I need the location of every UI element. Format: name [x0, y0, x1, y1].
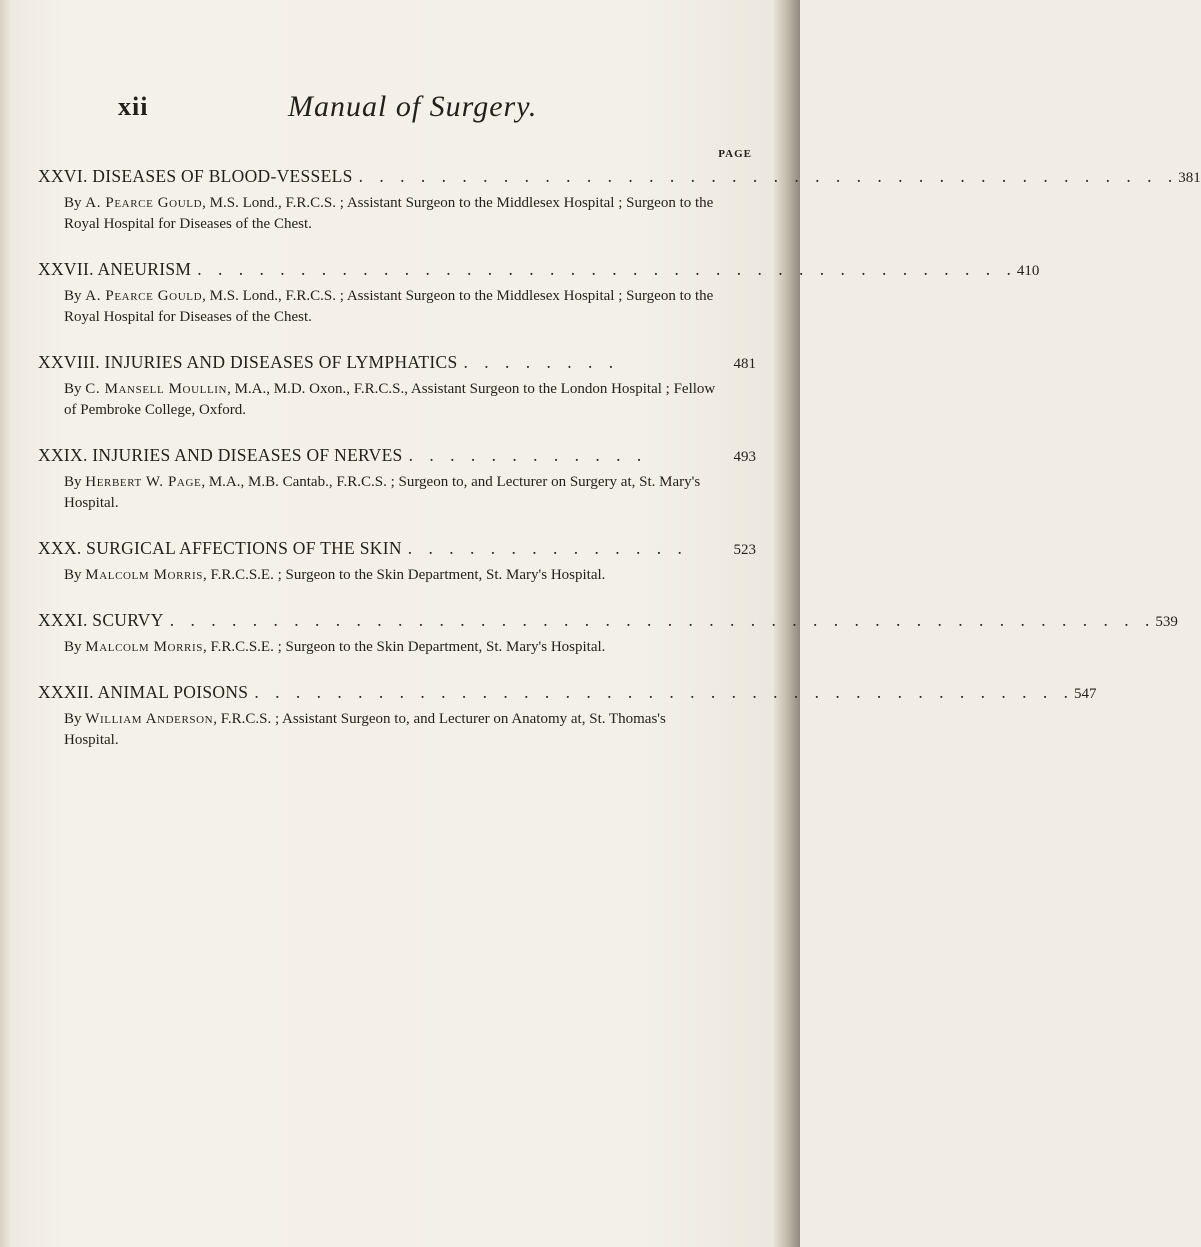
- author-credentials: , F.R.C.S.E. ; Surgeon to the Skin Department, St. Mary's Hospital.: [202, 567, 606, 583]
- running-header: [118, 92, 678, 132]
- toc-heading-row: [38, 350, 756, 374]
- chapter-heading: XXXI. SCURVY: [38, 610, 164, 630]
- author-name: A. Pearce Gould: [85, 288, 203, 304]
- toc-entry: [38, 536, 756, 586]
- by-word: By: [64, 288, 82, 304]
- author-name: Malcolm Morris: [85, 567, 203, 583]
- dot-leader: . . . . . . . .: [463, 352, 620, 372]
- author-credentials: , M.A., M.D. Oxon., F.R.C.S., Assistant Surgeon to the London Hospital ; Fellow of Pembroke College, Oxford.: [64, 381, 716, 418]
- author-credentials: , F.R.C.S.E. ; Surgeon to the Skin Department, St. Mary's Hospital.: [202, 639, 606, 655]
- dot-leader: . . . . . . . . . . . .: [408, 445, 648, 465]
- toc-entry: [38, 680, 1097, 751]
- author-credentials: , F.R.C.S. ; Assistant Surgeon to, and Lecturer on Anatomy at, St. Thomas's Hospital.: [64, 711, 666, 748]
- running-title: Manual of Surgery.: [288, 90, 538, 123]
- author-credit: [64, 709, 724, 751]
- author-name: C. Mansell Moullin: [85, 381, 228, 397]
- toc-heading-row: [38, 443, 756, 467]
- chapter-heading: XXVI. DISEASES OF BLOOD-VESSELS: [38, 166, 353, 186]
- page-number: 481: [733, 356, 756, 372]
- by-word: By: [64, 474, 82, 490]
- by-word: By: [64, 639, 82, 655]
- page-number: 547: [1073, 686, 1097, 702]
- dot-leader: . . . . . . . . . . . . . . . . . . . . . . . . . . . . . . . . . . . . . . . . . . . . . . . .: [169, 610, 1156, 630]
- page-number: 493: [733, 449, 756, 465]
- chapter-heading: XXVIII. INJURIES AND DISEASES OF LYMPHATICS: [38, 352, 458, 372]
- dot-leader: . . . . . . . . . . . . . . . . . . . . . . . . . . . . . . . . . . . . . . . .: [254, 682, 1074, 702]
- author-name: William Anderson: [85, 711, 214, 727]
- chapter-heading: XXX. SURGICAL AFFECTIONS OF THE SKIN: [38, 538, 402, 558]
- page-number: 381: [1178, 170, 1201, 186]
- chapter-heading: XXXII. ANIMAL POISONS: [38, 682, 249, 702]
- toc-entry: [38, 164, 1201, 235]
- by-word: By: [64, 567, 82, 583]
- toc-entry: [38, 608, 1178, 658]
- chapter-heading: XXVII. ANEURISM: [38, 259, 192, 279]
- author-name: A. Pearce Gould: [85, 195, 203, 211]
- page-folio: xii: [118, 92, 149, 121]
- author-credit: [64, 637, 724, 658]
- author-credentials: , M.A., M.B. Cantab., F.R.C.S. ; Surgeon to, and Lecturer on Surgery at, St. Mary's Hospital.: [64, 474, 701, 511]
- by-word: By: [64, 195, 82, 211]
- dot-leader: . . . . . . . . . . . . . . . . . . . . . . . . . . . . . . . . . . . . . . . .: [197, 259, 1017, 279]
- by-word: By: [64, 381, 82, 397]
- toc-heading-row: [38, 680, 1097, 704]
- author-name: Herbert W. Page: [85, 474, 202, 490]
- chapter-heading: XXIX. INJURIES AND DISEASES OF NERVES: [38, 445, 403, 465]
- author-credentials: , M.S. Lond., F.R.C.S. ; Assistant Surgeon to the Middlesex Hospital ; Surgeon to the Royal Hospital for Diseases of the Chest.: [64, 288, 714, 325]
- toc-entry: [38, 257, 1040, 328]
- author-credentials: , M.S. Lond., F.R.C.S. ; Assistant Surgeon to the Middlesex Hospital ; Surgeon to the Royal Hospital for Diseases of the Chest.: [64, 195, 714, 232]
- author-name: Malcolm Morris: [85, 639, 203, 655]
- author-credit: [64, 193, 724, 235]
- dot-leader: . . . . . . . . . . . . . .: [407, 538, 688, 558]
- page-gutter-shadow: [0, 0, 10, 1247]
- page-number: 410: [1016, 263, 1040, 279]
- toc-entry: [38, 443, 756, 514]
- author-credit: [64, 472, 724, 514]
- toc-heading-row: [38, 257, 1040, 281]
- author-credit: [64, 565, 724, 586]
- author-credit: [64, 379, 724, 421]
- by-word: By: [64, 711, 82, 727]
- dot-leader: . . . . . . . . . . . . . . . . . . . . . . . . . . . . . . . . . . . . . . . .: [358, 166, 1179, 186]
- table-of-contents: [38, 164, 1201, 773]
- toc-heading-row: [38, 608, 1178, 632]
- toc-heading-row: [38, 536, 756, 560]
- author-credit: [64, 286, 724, 328]
- toc-entry: [38, 350, 756, 421]
- page-number: 523: [733, 542, 756, 558]
- toc-heading-row: [38, 164, 1201, 188]
- page-column-label: PAGE: [718, 148, 752, 160]
- page-number: 539: [1155, 614, 1178, 630]
